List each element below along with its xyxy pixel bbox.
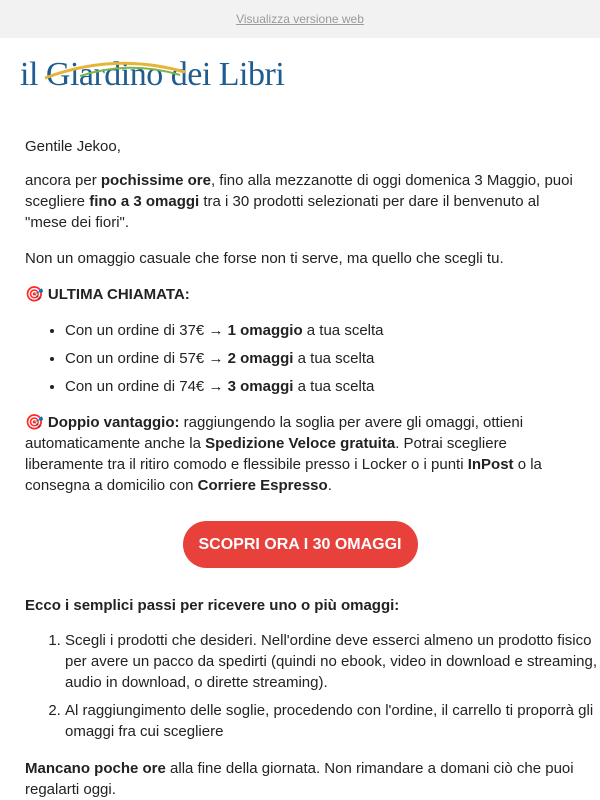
offer-list: [25, 320, 600, 404]
last-call-heading: 🎯 ULTIMA CHIAMATA:: [25, 285, 190, 303]
target-icon: 🎯: [25, 413, 44, 431]
list-item: 1. Scegli i prodotti che desideri. Nell'ordine deve esserci almeno un prodotto fisico per avere un pacco da spedirti (quindi no ebook, video in download e streaming, audio in download, o dirette streaming).: [65, 630, 600, 693]
cta-container: [0, 521, 600, 568]
top-bar: [0, 0, 600, 38]
web-version-link[interactable]: Visualizza versione web: [236, 12, 364, 26]
steps-heading: Ecco i semplici passi per ricevere uno o più omaggi:: [25, 597, 400, 614]
list-item: • Con un ordine di 37€ → 1 omaggio a tua scelta: [65, 320, 600, 348]
steps-list: [25, 630, 600, 749]
list-item: 2. Al raggiungimento delle soglie, procedendo con l'ordine, il carrello ti proporrà gli omaggi fra cui scegliere: [65, 700, 600, 742]
list-item: • Con un ordine di 57€ → 2 omaggi a tua scelta: [65, 348, 600, 376]
greeting: Gentile Jekoo,: [25, 138, 121, 155]
tagline-paragraph: Non un omaggio casuale che forse non ti serve, ma quello che scegli tu.: [25, 250, 504, 267]
brand-logo[interactable]: [20, 56, 284, 94]
logo-area: [0, 38, 600, 110]
intro-paragraph: ancora per pochissime ore, fino alla mezzanotte di oggi domenica 3 Maggio, puoi scegliere fino a 3 omaggi tra i 30 prodotti selezionati per dare il benvenuto al "mese dei fiori".: [25, 172, 573, 231]
target-icon: 🎯: [25, 285, 44, 303]
closing-paragraph: Mancano poche ore alla fine della giornata. Non rimandare a domani ciò che puoi regalarti oggi.: [25, 760, 574, 798]
list-item: • Con un ordine di 74€ → 3 omaggi a tua scelta: [65, 376, 600, 404]
logo-text: il Giardino dei Libri: [20, 56, 285, 93]
advantage-paragraph: 🎯 Doppio vantaggio: raggiungendo la soglia per avere gli omaggi, ottieni automaticamente anche la Spedizione Veloce gratuita. Potrai scegliere liberamente tra il ritiro comodo e flessibile presso i Locker o i punti InPost o la consegna a domicilio con Corriere Espresso.: [25, 413, 542, 494]
logo-arc-icon: [40, 58, 190, 80]
discover-gifts-button[interactable]: SCOPRI ORA I 30 OMAGGI: [183, 521, 418, 568]
